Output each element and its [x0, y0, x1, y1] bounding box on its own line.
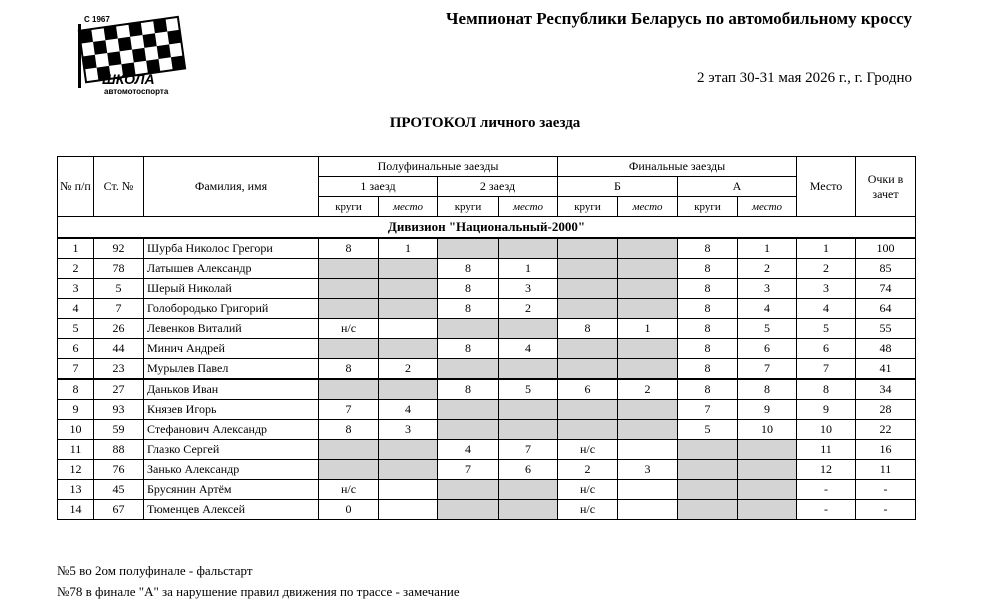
cell-semi2-laps — [438, 500, 499, 520]
table-row — [58, 500, 916, 520]
cell-semi1-laps: н/с — [319, 480, 379, 500]
cell-finalB-laps: н/с — [558, 440, 618, 460]
cell-num: 11 — [58, 440, 94, 460]
cell-points: 34 — [856, 379, 916, 400]
table-row — [58, 460, 916, 480]
cell-finalA-pos: 10 — [738, 420, 797, 440]
cell-semi1-laps — [319, 299, 379, 319]
cell-num: 3 — [58, 279, 94, 299]
cell-semi1-laps: 7 — [319, 400, 379, 420]
cell-place: 11 — [797, 440, 856, 460]
table-row — [58, 420, 916, 440]
cell-semi1-laps: 0 — [319, 500, 379, 520]
protocol-heading: ПРОТОКОЛ личного заезда — [389, 115, 581, 131]
cell-semi2-pos: 7 — [499, 440, 558, 460]
cell-semi2-pos — [499, 238, 558, 259]
notes — [57, 560, 460, 602]
cell-finalB-laps — [558, 400, 618, 420]
school-logo — [64, 10, 194, 98]
cell-num: 8 — [58, 379, 94, 400]
cell-semi2-pos — [499, 480, 558, 500]
logo-line1: ШКОЛА — [102, 71, 155, 87]
col-finalB: Б — [558, 177, 678, 197]
cell-num: 10 — [58, 420, 94, 440]
col-pos: место — [499, 197, 558, 217]
cell-start: 26 — [94, 319, 144, 339]
cell-finalB-pos: 3 — [618, 460, 678, 480]
cell-semi2-laps: 4 — [438, 440, 499, 460]
cell-finalB-pos: 2 — [618, 379, 678, 400]
cell-name: Стефанович Александр — [144, 420, 319, 440]
cell-points: 55 — [856, 319, 916, 339]
cell-semi2-pos: 2 — [499, 299, 558, 319]
cell-place: 9 — [797, 400, 856, 420]
cell-name: Брусянин Артём — [144, 480, 319, 500]
cell-name: Мурылев Павел — [144, 359, 319, 380]
cell-points: 85 — [856, 259, 916, 279]
cell-place: 10 — [797, 420, 856, 440]
col-points: Очки в зачет — [856, 157, 916, 217]
cell-semi1-laps: 8 — [319, 238, 379, 259]
table-row — [58, 299, 916, 319]
cell-name: Даньков Иван — [144, 379, 319, 400]
cell-num: 14 — [58, 500, 94, 520]
cell-finalB-laps: 2 — [558, 460, 618, 480]
cell-points: 64 — [856, 299, 916, 319]
cell-place: 5 — [797, 319, 856, 339]
table-row — [58, 379, 916, 400]
cell-semi1-pos — [379, 440, 438, 460]
cell-semi1-pos — [379, 259, 438, 279]
cell-start: 93 — [94, 400, 144, 420]
cell-semi2-laps — [438, 420, 499, 440]
cell-semi2-laps: 8 — [438, 379, 499, 400]
cell-name: Левенков Виталий — [144, 319, 319, 339]
cell-start: 59 — [94, 420, 144, 440]
cell-finalA-laps: 8 — [678, 279, 738, 299]
cell-finalA-pos: 1 — [738, 238, 797, 259]
cell-place: 2 — [797, 259, 856, 279]
cell-start: 78 — [94, 259, 144, 279]
col-laps: круги — [678, 197, 738, 217]
cell-finalA-laps: 8 — [678, 299, 738, 319]
cell-finalB-pos — [618, 500, 678, 520]
cell-semi1-laps — [319, 259, 379, 279]
cell-start: 67 — [94, 500, 144, 520]
cell-semi2-pos: 4 — [499, 339, 558, 359]
cell-place: 1 — [797, 238, 856, 259]
championship-title: Чемпионат Республики Беларусь по автомобильному кроссу — [446, 9, 912, 28]
cell-finalA-laps: 8 — [678, 359, 738, 380]
cell-semi2-laps — [438, 238, 499, 259]
table-row — [58, 319, 916, 339]
cell-finalB-laps — [558, 279, 618, 299]
cell-finalB-pos — [618, 339, 678, 359]
cell-name: Шерый Николай — [144, 279, 319, 299]
cell-finalB-laps: н/с — [558, 480, 618, 500]
cell-finalB-pos — [618, 420, 678, 440]
cell-semi1-laps — [319, 440, 379, 460]
cell-start: 88 — [94, 440, 144, 460]
cell-finalA-pos: 5 — [738, 319, 797, 339]
cell-finalB-pos — [618, 400, 678, 420]
table-row — [58, 440, 916, 460]
cell-finalA-laps: 8 — [678, 379, 738, 400]
cell-finalA-laps — [678, 440, 738, 460]
cell-name: Глазко Сергей — [144, 440, 319, 460]
cell-place: 7 — [797, 359, 856, 380]
cell-finalB-pos — [618, 279, 678, 299]
cell-semi2-laps: 8 — [438, 259, 499, 279]
cell-finalB-laps — [558, 339, 618, 359]
col-final: Финальные заезды — [558, 157, 797, 177]
cell-semi1-laps: н/с — [319, 319, 379, 339]
cell-place: 12 — [797, 460, 856, 480]
cell-semi2-pos — [499, 359, 558, 380]
cell-finalA-laps: 8 — [678, 259, 738, 279]
cell-points: 28 — [856, 400, 916, 420]
cell-finalA-laps: 8 — [678, 319, 738, 339]
cell-semi1-laps: 8 — [319, 420, 379, 440]
cell-semi2-pos — [499, 420, 558, 440]
cell-finalA-pos: 6 — [738, 339, 797, 359]
cell-finalB-pos — [618, 480, 678, 500]
cell-num: 1 — [58, 238, 94, 259]
cell-semi1-pos — [379, 500, 438, 520]
cell-semi2-pos: 1 — [499, 259, 558, 279]
cell-semi2-pos: 6 — [499, 460, 558, 480]
cell-semi1-pos — [379, 379, 438, 400]
cell-finalB-laps: н/с — [558, 500, 618, 520]
table-row — [58, 279, 916, 299]
logo-line2: автомотоспорта — [104, 87, 169, 96]
cell-finalA-pos — [738, 440, 797, 460]
table-row — [58, 400, 916, 420]
cell-finalA-laps: 8 — [678, 238, 738, 259]
cell-semi2-laps — [438, 480, 499, 500]
cell-semi1-pos — [379, 299, 438, 319]
cell-semi1-laps: 8 — [319, 359, 379, 380]
table-row — [58, 339, 916, 359]
cell-finalB-pos — [618, 238, 678, 259]
col-laps: круги — [558, 197, 618, 217]
cell-finalB-laps — [558, 359, 618, 380]
cell-num: 13 — [58, 480, 94, 500]
cell-finalA-laps: 5 — [678, 420, 738, 440]
cell-semi1-laps — [319, 379, 379, 400]
cell-semi2-pos — [499, 319, 558, 339]
cell-semi1-pos — [379, 460, 438, 480]
cell-finalA-pos: 9 — [738, 400, 797, 420]
cell-finalB-pos: 1 — [618, 319, 678, 339]
cell-finalA-pos — [738, 460, 797, 480]
cell-points: - — [856, 480, 916, 500]
cell-start: 23 — [94, 359, 144, 380]
cell-name: Князев Игорь — [144, 400, 319, 420]
cell-points: 16 — [856, 440, 916, 460]
cell-start: 45 — [94, 480, 144, 500]
cell-start: 7 — [94, 299, 144, 319]
cell-name: Минич Андрей — [144, 339, 319, 359]
col-semi1: 1 заезд — [319, 177, 438, 197]
cell-finalA-pos: 7 — [738, 359, 797, 380]
cell-finalA-laps: 7 — [678, 400, 738, 420]
cell-name: Тюменцев Алексей — [144, 500, 319, 520]
cell-semi1-pos — [379, 339, 438, 359]
col-pos: место — [618, 197, 678, 217]
cell-finalB-pos — [618, 440, 678, 460]
cell-place: - — [797, 500, 856, 520]
cell-semi1-pos — [379, 279, 438, 299]
cell-finalB-pos — [618, 359, 678, 380]
cell-name: Занько Александр — [144, 460, 319, 480]
cell-semi1-pos: 3 — [379, 420, 438, 440]
table-row — [58, 259, 916, 279]
col-num: № п/п — [58, 157, 94, 217]
division-title: Дивизион "Национальный-2000" — [58, 217, 916, 239]
cell-finalA-laps — [678, 480, 738, 500]
cell-num: 5 — [58, 319, 94, 339]
cell-finalA-pos: 4 — [738, 299, 797, 319]
cell-semi1-laps — [319, 339, 379, 359]
cell-finalA-laps: 8 — [678, 339, 738, 359]
cell-name: Латышев Александр — [144, 259, 319, 279]
cell-name: Шурба Николос Грегори — [144, 238, 319, 259]
cell-semi1-pos: 4 — [379, 400, 438, 420]
cell-finalA-pos: 2 — [738, 259, 797, 279]
logo-year: С 1967 — [84, 15, 110, 24]
cell-num: 4 — [58, 299, 94, 319]
cell-finalA-pos — [738, 480, 797, 500]
cell-num: 6 — [58, 339, 94, 359]
cell-semi1-pos: 2 — [379, 359, 438, 380]
cell-finalB-laps — [558, 420, 618, 440]
col-pos: место — [738, 197, 797, 217]
cell-semi1-pos: 1 — [379, 238, 438, 259]
col-semi2: 2 заезд — [438, 177, 558, 197]
cell-start: 76 — [94, 460, 144, 480]
cell-finalB-laps — [558, 259, 618, 279]
cell-finalB-pos — [618, 259, 678, 279]
table-row — [58, 238, 916, 259]
cell-num: 2 — [58, 259, 94, 279]
cell-semi2-laps: 8 — [438, 299, 499, 319]
cell-points: 41 — [856, 359, 916, 380]
cell-semi2-pos — [499, 500, 558, 520]
cell-finalB-laps — [558, 299, 618, 319]
cell-semi2-laps: 8 — [438, 279, 499, 299]
table-row — [58, 480, 916, 500]
note: №78 в финале "А" за нарушение правил движения по трассе - замечание — [57, 584, 460, 599]
cell-num: 7 — [58, 359, 94, 380]
cell-num: 9 — [58, 400, 94, 420]
cell-finalA-pos: 8 — [738, 379, 797, 400]
cell-finalA-pos — [738, 500, 797, 520]
col-finalA: А — [678, 177, 797, 197]
cell-points: 11 — [856, 460, 916, 480]
cell-finalA-laps — [678, 500, 738, 520]
col-pos: место — [379, 197, 438, 217]
results-table — [57, 156, 916, 520]
note: №5 во 2ом полуфинале - фальстарт — [57, 563, 253, 578]
cell-finalB-laps: 8 — [558, 319, 618, 339]
col-semi: Полуфинальные заезды — [319, 157, 558, 177]
cell-points: 48 — [856, 339, 916, 359]
col-laps: круги — [319, 197, 379, 217]
cell-semi2-pos: 3 — [499, 279, 558, 299]
cell-place: 4 — [797, 299, 856, 319]
cell-semi1-laps — [319, 460, 379, 480]
cell-place: 3 — [797, 279, 856, 299]
cell-start: 44 — [94, 339, 144, 359]
col-start: Ст. № — [94, 157, 144, 217]
col-place: Место — [797, 157, 856, 217]
col-name: Фамилия, имя — [144, 157, 319, 217]
cell-place: 8 — [797, 379, 856, 400]
cell-points: 100 — [856, 238, 916, 259]
cell-finalB-laps: 6 — [558, 379, 618, 400]
cell-points: 22 — [856, 420, 916, 440]
cell-num: 12 — [58, 460, 94, 480]
cell-finalB-pos — [618, 299, 678, 319]
cell-semi2-laps — [438, 359, 499, 380]
cell-start: 92 — [94, 238, 144, 259]
cell-points: 74 — [856, 279, 916, 299]
cell-semi2-laps — [438, 319, 499, 339]
cell-semi1-laps — [319, 279, 379, 299]
cell-start: 5 — [94, 279, 144, 299]
cell-semi2-pos: 5 — [499, 379, 558, 400]
cell-points: - — [856, 500, 916, 520]
cell-name: Голобородько Григорий — [144, 299, 319, 319]
cell-place: - — [797, 480, 856, 500]
cell-semi1-pos — [379, 480, 438, 500]
cell-start: 27 — [94, 379, 144, 400]
cell-place: 6 — [797, 339, 856, 359]
col-laps: круги — [438, 197, 499, 217]
cell-finalA-pos: 3 — [738, 279, 797, 299]
cell-finalB-laps — [558, 238, 618, 259]
stage-info: 2 этап 30-31 мая 2026 г., г. Гродно — [697, 70, 912, 86]
cell-semi1-pos — [379, 319, 438, 339]
cell-semi2-pos — [499, 400, 558, 420]
cell-semi2-laps — [438, 400, 499, 420]
cell-semi2-laps: 8 — [438, 339, 499, 359]
cell-finalA-laps — [678, 460, 738, 480]
cell-semi2-laps: 7 — [438, 460, 499, 480]
table-row — [58, 359, 916, 380]
